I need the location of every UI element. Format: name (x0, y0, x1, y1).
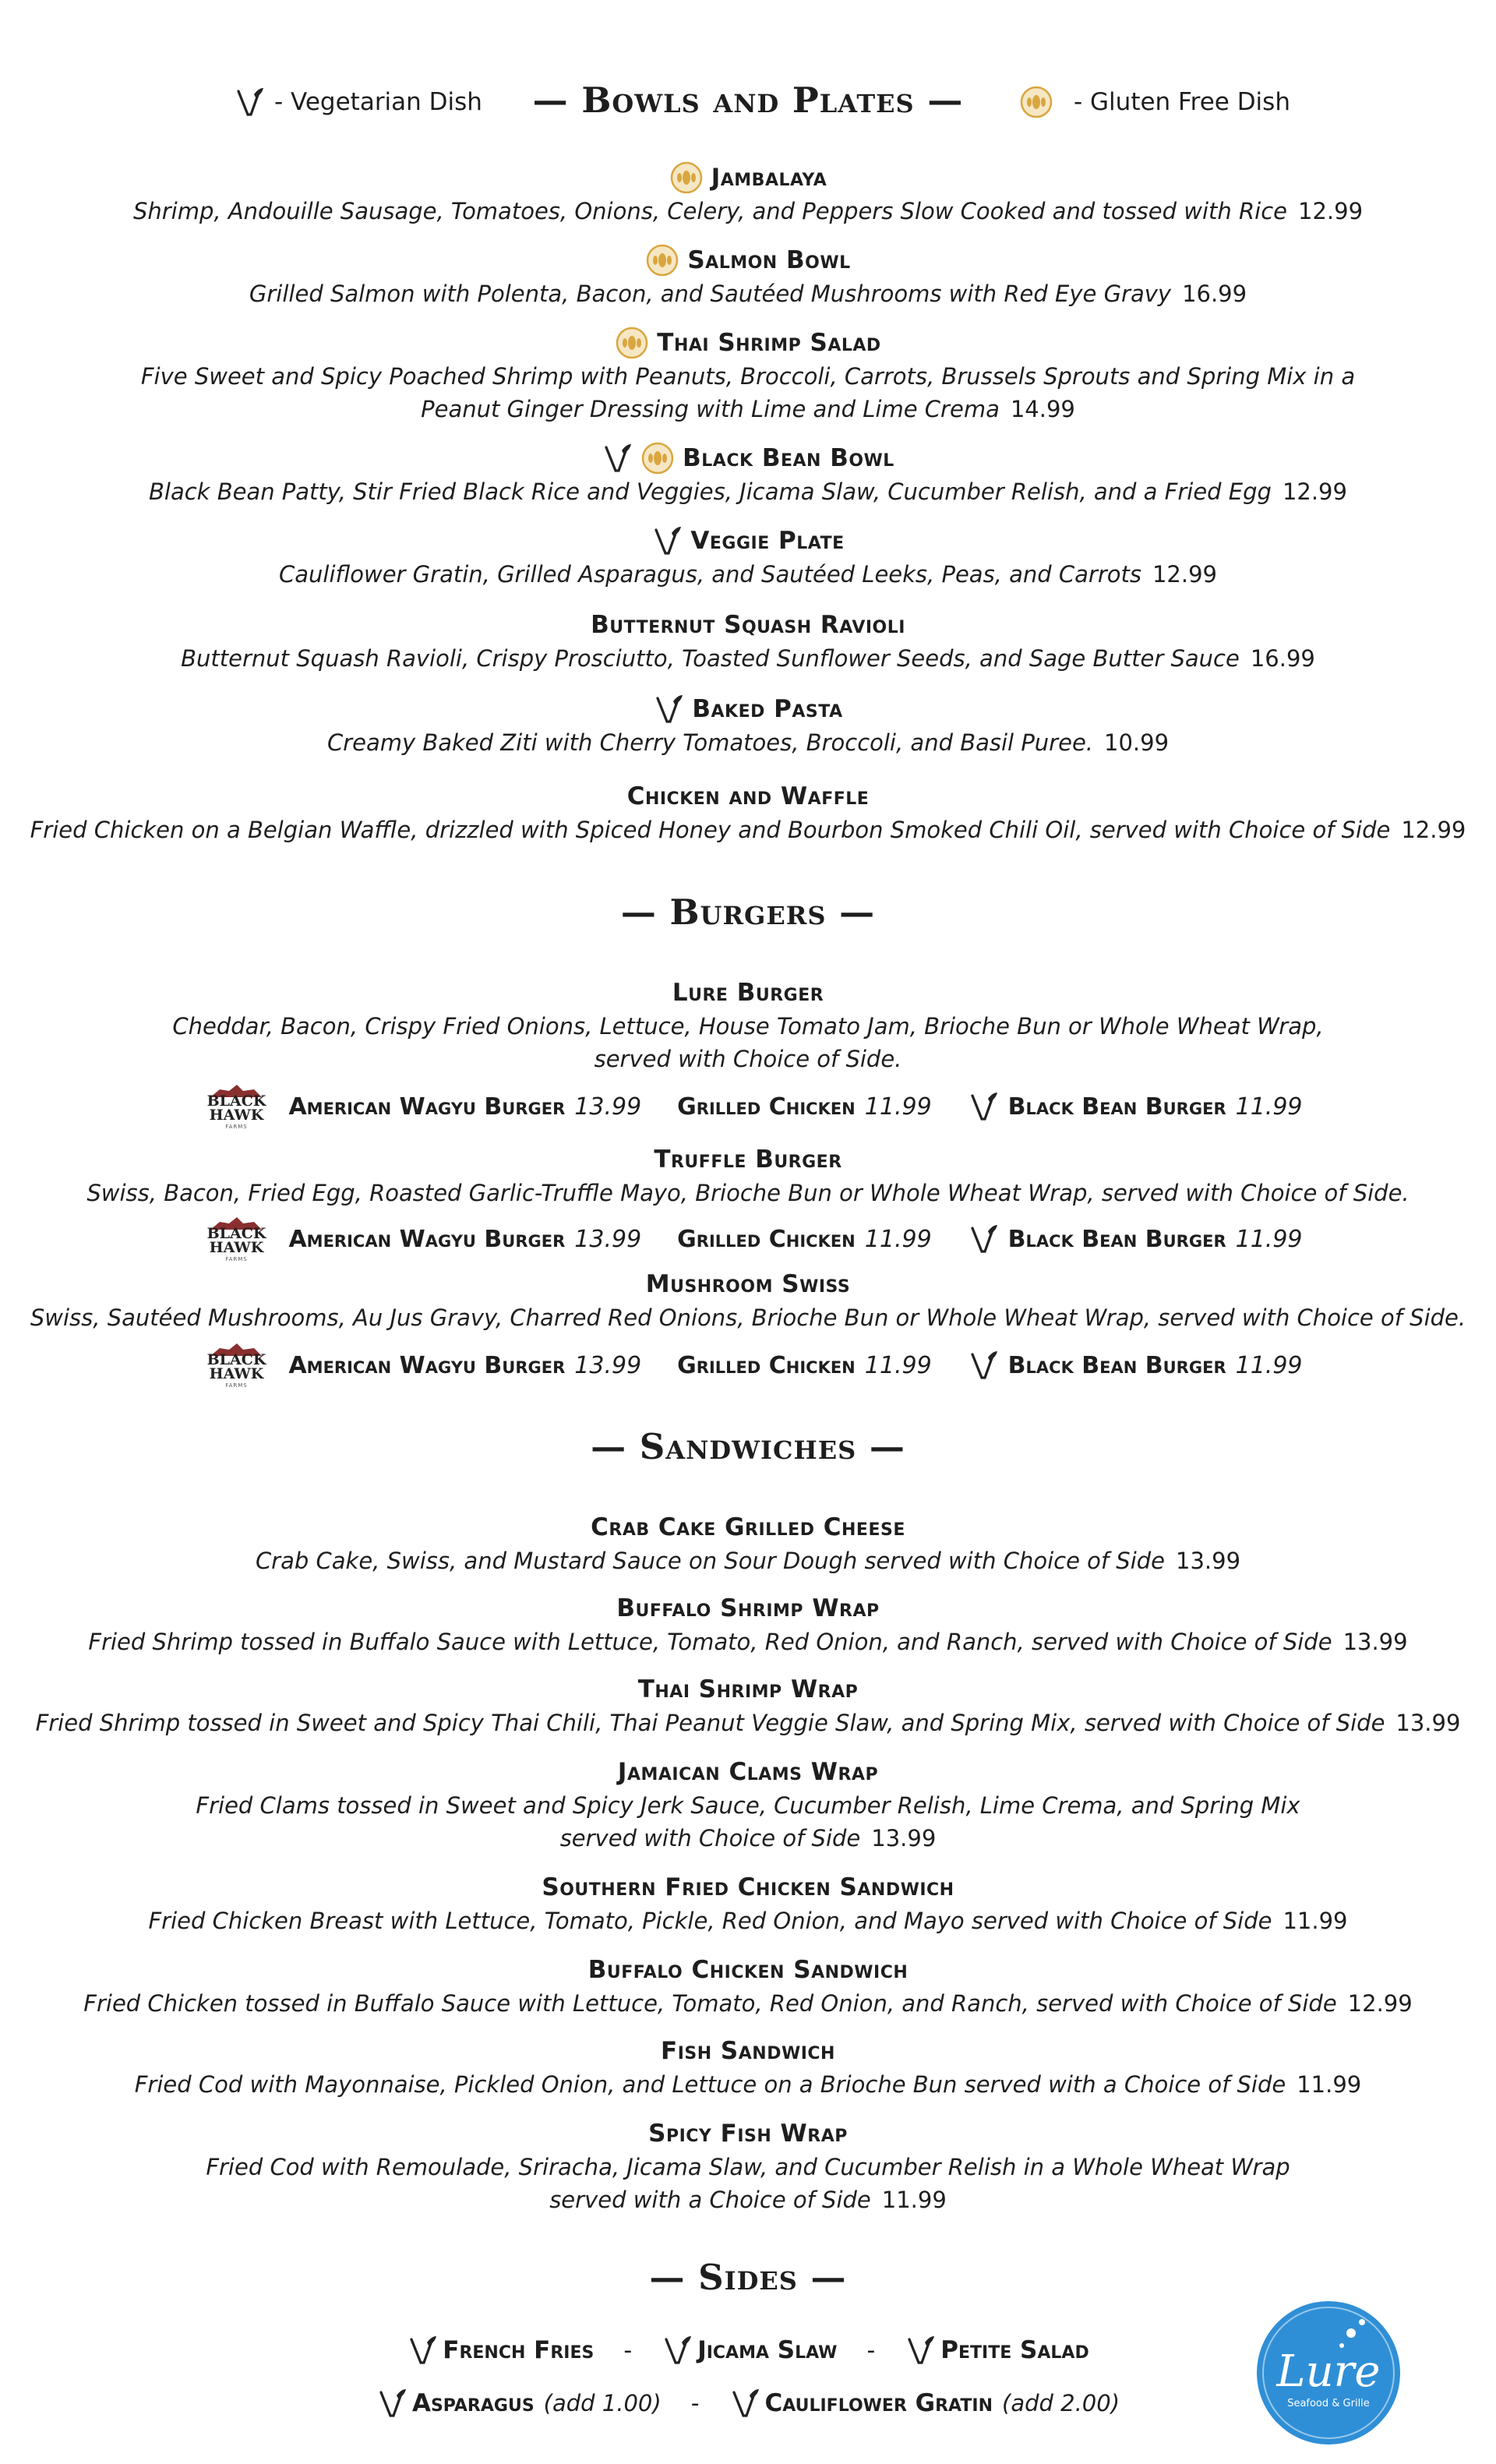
burger-options-row (0, 1083, 1496, 1130)
section-title-sandwiches: — Sandwiches — (591, 1426, 905, 1467)
item-name: Thai Shrimp Salad (657, 329, 881, 357)
item-price: 13.99 (1343, 1629, 1408, 1655)
vegetarian-icon (968, 1222, 999, 1256)
section-title-burgers: — Burgers — (620, 891, 876, 933)
item-name: Salmon Bowl (687, 246, 851, 274)
option-name: American Wagyu Burger (288, 1093, 566, 1121)
item-name: Jamaican Clams Wrap (617, 1758, 879, 1786)
logo-name: Lure (1276, 2346, 1381, 2397)
gluten-free-icon (669, 161, 704, 195)
black-hawk-farms-logo (193, 1216, 279, 1262)
option-grilled-chicken (677, 1352, 932, 1379)
option-price: 13.99 (574, 1351, 642, 1379)
item-name: Jambalaya (711, 164, 827, 192)
section-title-bowls: — Bowls and Plates — (532, 79, 964, 121)
gluten-free-icon (640, 441, 675, 475)
menu-item-thai-shrimp-salad (23, 326, 1473, 425)
item-desc: Fried Chicken tossed in Buffalo Sauce with Lettuce, Tomato, Red Onion, and Ranch, served with Choice of Side (83, 1990, 1337, 2017)
side-name: Asparagus (411, 2389, 535, 2417)
item-desc: Crab Cake, Swiss, and Mustard Sauce on Sour Dough served with Choice of Side (255, 1548, 1166, 1574)
option-black-bean (968, 1222, 1303, 1256)
item-desc: Grilled Salmon with Polenta, Bacon, and Sautéed Mushrooms with Red Eye Gravy (249, 281, 1172, 307)
side-name: French Fries (443, 2336, 595, 2364)
option-name: Black Bean Burger (1007, 1093, 1226, 1121)
side-cauliflower-gratin (729, 2386, 1120, 2420)
logo-line2: HAWK (209, 1239, 264, 1256)
option-name: American Wagyu Burger (288, 1225, 566, 1253)
item-desc: Fried Chicken on a Belgian Waffle, drizzled with Spiced Honey and Bourbon Smoked Chili Oil, served with Choice of Side (30, 817, 1391, 843)
item-name: Truffle Burger (654, 1146, 842, 1174)
option-price: 11.99 (864, 1351, 932, 1379)
legend-gluten-free (1019, 84, 1290, 120)
item-desc: Five Sweet and Spicy Poached Shrimp with Peanuts, Broccoli, Carrots, Brussels Sprouts and Spring Mix in a Peanut Ginger Dressing with Lime and Lime Crema (140, 363, 1356, 422)
black-hawk-farms-logo (193, 1083, 279, 1130)
option-black-bean (968, 1348, 1303, 1382)
vegetarian-icon (602, 441, 633, 475)
menu-item-chicken-and-waffle (23, 779, 1473, 846)
item-name: Butternut Squash Ravioli (591, 611, 905, 639)
menu-item-spicy-fish-wrap (23, 2116, 1473, 2216)
item-price: 12.99 (1282, 478, 1347, 505)
side-petite-salad (905, 2333, 1088, 2367)
item-name: Chicken and Waffle (626, 782, 870, 810)
separator: - (866, 2336, 876, 2364)
menu-item-salmon-bowl (23, 243, 1473, 310)
menu-item-black-bean-bowl (23, 441, 1473, 508)
menu-item-buffalo-chicken-sandwich (23, 1953, 1473, 2020)
item-price: 16.99 (1182, 281, 1247, 307)
option-name: American Wagyu Burger (288, 1351, 566, 1379)
option-grilled-chicken (677, 1226, 932, 1253)
side-french-fries (407, 2333, 594, 2367)
option-wagyu (193, 1342, 641, 1389)
section-title-sides: — Sides — (649, 2257, 847, 2298)
item-price: 12.99 (1401, 817, 1466, 843)
vegetarian-icon (968, 1348, 999, 1382)
logo-line2: HAWK (209, 1107, 264, 1124)
menu-item-baked-pasta (23, 692, 1473, 759)
side-name: Jicama Slaw (697, 2336, 838, 2364)
item-name: Thai Shrimp Wrap (637, 1675, 859, 1703)
separator: - (623, 2336, 633, 2364)
option-wagyu (193, 1083, 641, 1130)
vegetarian-icon (729, 2386, 760, 2420)
item-desc: Black Bean Patty, Stir Fried Black Rice and Veggies, Jicama Slaw, Cucumber Relish, and a Fried Egg (149, 478, 1272, 505)
menu-item-mushroom-swiss (23, 1267, 1473, 1334)
option-black-bean (968, 1089, 1303, 1124)
menu-item-butternut-squash-ravioli (23, 608, 1473, 675)
item-price: 12.99 (1298, 198, 1364, 224)
item-desc: Fried Clams tossed in Sweet and Spicy Jerk Sauce, Cucumber Relish, Lime Crema, and Spring Mix served with Choice of Side (196, 1792, 1300, 1852)
item-desc: Butternut Squash Ravioli, Crispy Prosciutto, Toasted Sunflower Seeds, and Sage Butter Sauce (181, 645, 1240, 672)
logo-line1: BLACK (206, 1225, 266, 1242)
side-name: Cauliflower Gratin (764, 2389, 993, 2417)
option-name: Black Bean Burger (1007, 1351, 1226, 1379)
burgers-title: Burgers (669, 891, 827, 933)
item-price: 11.99 (1283, 1908, 1348, 1934)
logo-line1: BLACK (206, 1093, 266, 1110)
vegetarian-icon (905, 2333, 936, 2367)
menu-item-truffle-burger (23, 1142, 1473, 1209)
logo-line1: BLACK (206, 1351, 266, 1368)
menu-item-veggie-plate (23, 524, 1473, 591)
item-price: 14.99 (1010, 396, 1075, 422)
item-price: 12.99 (1347, 1990, 1413, 2017)
side-jicama-slaw (662, 2333, 837, 2367)
item-price: 13.99 (871, 1825, 937, 1852)
menu-item-jamaican-clams-wrap (23, 1755, 1473, 1855)
vegetarian-icon (376, 2386, 408, 2420)
item-desc: Cauliflower Gratin, Grilled Asparagus, and Sautéed Leeks, Peas, and Carrots (278, 561, 1141, 588)
item-name: Lure Burger (672, 979, 824, 1007)
menu-item-lure-burger (23, 976, 1473, 1075)
option-name: Grilled Chicken (677, 1225, 856, 1253)
option-grilled-chicken (677, 1093, 932, 1121)
menu-item-buffalo-shrimp-wrap (23, 1591, 1473, 1658)
item-desc: Fried Shrimp tossed in Sweet and Spicy Thai Chili, Thai Peanut Veggie Slaw, and Spring Mix, served with Choice of Side (35, 1710, 1385, 1736)
item-price: 12.99 (1152, 561, 1218, 588)
item-price: 13.99 (1395, 1710, 1461, 1736)
option-price: 13.99 (574, 1093, 642, 1121)
menu-item-southern-fried-chicken-sandwich (23, 1870, 1473, 1937)
item-desc: Creamy Baked Ziti with Cherry Tomatoes, Broccoli, and Basil Puree. (326, 729, 1094, 756)
sandwiches-title: Sandwiches (639, 1426, 857, 1467)
logo-line2: HAWK (209, 1365, 264, 1382)
burger-options-row (0, 1342, 1496, 1389)
gluten-free-icon (615, 326, 649, 360)
item-name: Southern Fried Chicken Sandwich (542, 1873, 954, 1901)
item-name: Black Bean Bowl (683, 444, 894, 472)
vegetarian-icon (651, 524, 683, 558)
menu-item-thai-shrimp-wrap (23, 1672, 1473, 1739)
item-desc: Fried Cod with Mayonnaise, Pickled Onion, and Lettuce on a Brioche Bun served with a Choice of Side (134, 2071, 1286, 2098)
item-price: 13.99 (1176, 1548, 1241, 1574)
item-name: Veggie Plate (690, 527, 845, 555)
item-name: Crab Cake Grilled Cheese (591, 1513, 905, 1541)
item-desc: Swiss, Sautéed Mushrooms, Au Jus Gravy, Charred Red Onions, Brioche Bun or Whole Wheat Wrap, served with Choice of Side. (30, 1304, 1466, 1331)
option-price: 13.99 (574, 1225, 642, 1253)
vegetarian-icon (662, 2333, 693, 2367)
item-name: Buffalo Chicken Sandwich (587, 1956, 909, 1984)
separator: - (690, 2389, 700, 2417)
menu-item-crab-cake-grilled-cheese (23, 1510, 1473, 1577)
legend-veg-label: - Vegetarian Dish (274, 88, 482, 116)
item-name: Baked Pasta (692, 695, 843, 723)
vegetarian-icon (407, 2333, 438, 2367)
item-desc: Fried Cod with Remoulade, Sriracha, Jicama Slaw, and Cucumber Relish in a Whole Wheat Wrap served with a Choice of Side (206, 2154, 1290, 2213)
option-price: 11.99 (1235, 1351, 1303, 1379)
menu-item-jambalaya (23, 161, 1473, 228)
vegetarian-icon (968, 1089, 999, 1124)
burger-options-row (0, 1216, 1496, 1262)
item-desc: Fried Chicken Breast with Lettuce, Tomato, Pickle, Red Onion, and Mayo served with Choice of Side (148, 1908, 1272, 1934)
item-price: 11.99 (881, 2187, 947, 2213)
item-price: 16.99 (1250, 645, 1315, 672)
option-name: Grilled Chicken (677, 1351, 856, 1379)
option-price: 11.99 (864, 1093, 932, 1121)
menu-item-fish-sandwich (23, 2034, 1473, 2101)
gluten-free-icon (645, 243, 679, 277)
option-price: 11.99 (1235, 1093, 1303, 1121)
item-desc: Fried Shrimp tossed in Buffalo Sauce with Lettuce, Tomato, Red Onion, and Ranch, served with Choice of Side (88, 1629, 1332, 1655)
item-desc: Cheddar, Bacon, Crispy Fried Onions, Lettuce, House Tomato Jam, Brioche Bun or Whole Wheat Wrap, served with Choice of Side. (172, 1013, 1324, 1072)
lure-logo (1254, 2299, 1402, 2447)
legend-gf-label: - Gluten Free Dish (1074, 88, 1290, 116)
logo-line3: FARMS (225, 1124, 248, 1130)
item-price: 10.99 (1104, 729, 1170, 756)
logo-line3: FARMS (225, 1382, 248, 1389)
option-name: Grilled Chicken (677, 1093, 856, 1121)
option-wagyu (193, 1216, 641, 1262)
sides-title: Sides (698, 2257, 798, 2298)
option-price: 11.99 (1235, 1225, 1303, 1253)
gluten-free-icon (1019, 85, 1053, 119)
logo-tagline: Seafood & Grille (1287, 2398, 1370, 2409)
option-name: Black Bean Burger (1007, 1225, 1226, 1253)
side-asparagus (376, 2386, 662, 2420)
option-price: 11.99 (864, 1225, 932, 1253)
side-upcharge: (add 1.00) (543, 2390, 662, 2416)
item-price: 11.99 (1297, 2071, 1362, 2098)
bowls-title: Bowls and Plates (581, 79, 915, 121)
item-name: Spicy Fish Wrap (648, 2120, 848, 2148)
black-hawk-farms-logo (193, 1342, 279, 1389)
item-desc: Shrimp, Andouille Sausage, Tomatoes, Onions, Celery, and Peppers Slow Cooked and tossed with Rice (132, 198, 1287, 224)
side-name: Petite Salad (940, 2336, 1089, 2364)
item-name: Mushroom Swiss (645, 1270, 851, 1298)
item-name: Buffalo Shrimp Wrap (616, 1594, 880, 1622)
item-name: Fish Sandwich (661, 2037, 835, 2065)
side-upcharge: (add 2.00) (1002, 2390, 1120, 2416)
item-desc: Swiss, Bacon, Fried Egg, Roasted Garlic-Truffle Mayo, Brioche Bun or Whole Wheat Wrap, served with Choice of Side. (86, 1180, 1410, 1206)
vegetarian-icon (653, 692, 684, 726)
logo-line3: FARMS (225, 1256, 248, 1262)
